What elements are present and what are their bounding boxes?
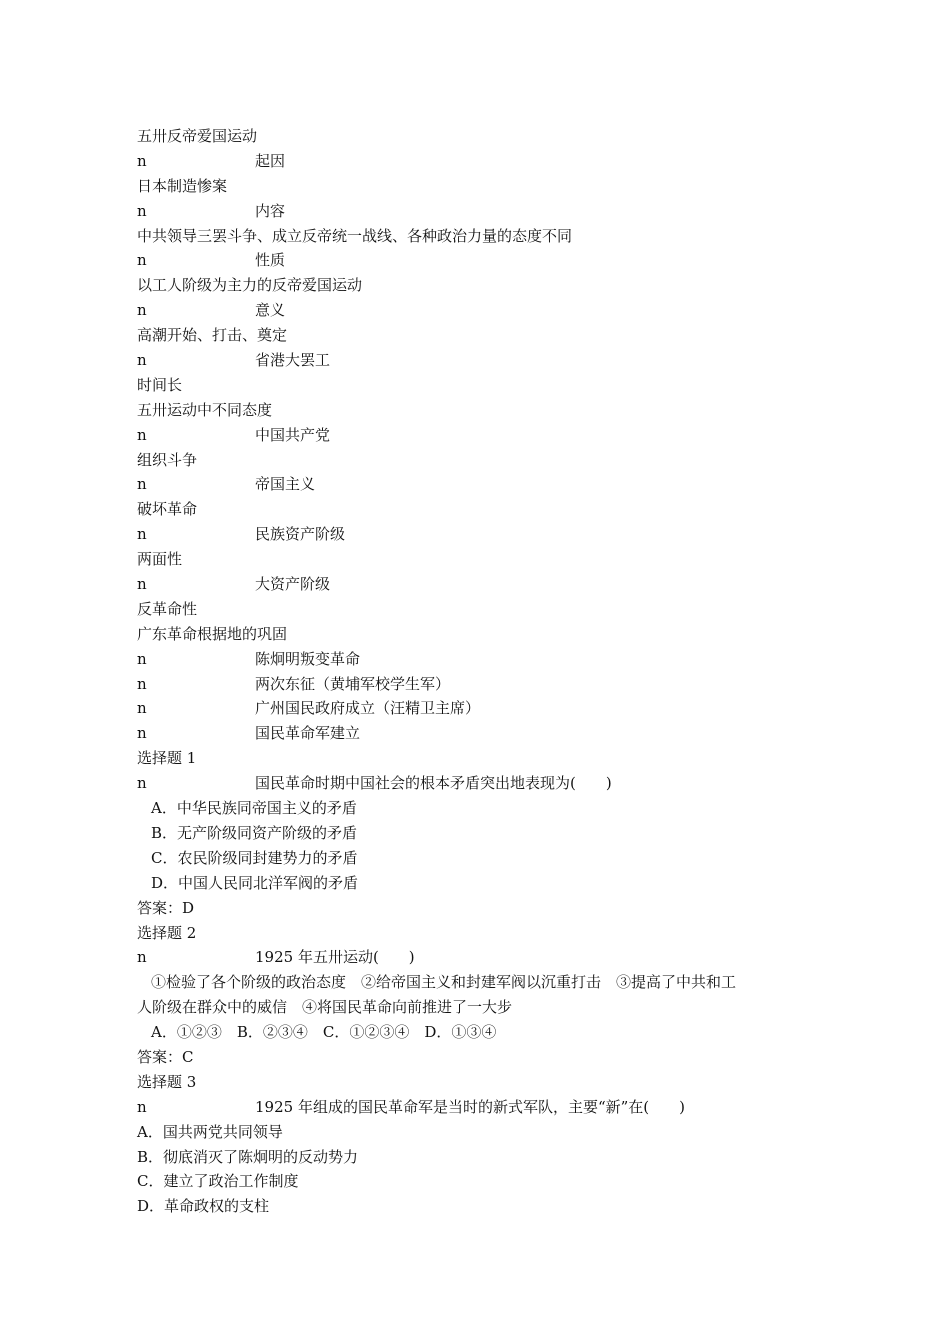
text-line: 反革命性 bbox=[137, 599, 198, 618]
bullet-marker: n bbox=[137, 948, 147, 967]
bullet-marker: n bbox=[137, 774, 147, 793]
text-line: 日本制造惨案 bbox=[137, 176, 228, 195]
bullet-line bbox=[137, 945, 827, 970]
bullet-text: 陈炯明叛变革命 bbox=[255, 649, 361, 668]
bullet-marker: n bbox=[137, 699, 147, 718]
bullet-text: 国民革命军建立 bbox=[255, 724, 361, 743]
text-line: 破坏革命 bbox=[137, 500, 198, 519]
text-line: 时间长 bbox=[137, 375, 183, 394]
bullet-marker: n bbox=[137, 351, 147, 370]
text-line: 以工人阶级为主力的反帝爱国运动 bbox=[137, 276, 363, 295]
text-line: 五卅反帝爱国运动 bbox=[137, 127, 258, 145]
bullet-line bbox=[137, 647, 827, 672]
bullet-text: 1925 年组成的国民革命军是当时的新式军队，主要“新”在( ) bbox=[255, 1097, 685, 1116]
bullet-text: 广州国民政府成立（汪精卫主席） bbox=[255, 699, 481, 718]
bullet-marker: n bbox=[137, 151, 147, 170]
bullet-marker: n bbox=[137, 201, 147, 220]
bullet-line bbox=[137, 771, 827, 796]
document-body bbox=[137, 124, 827, 1219]
bullet-text: 中国共产党 bbox=[255, 425, 331, 444]
bullet-line bbox=[137, 199, 827, 224]
bullet-marker: n bbox=[137, 724, 147, 743]
bullet-text: 帝国主义 bbox=[255, 475, 316, 494]
bullet-marker: n bbox=[137, 649, 147, 668]
bullet-text: 性质 bbox=[255, 251, 286, 270]
indented-line: D．中国人民同北洋军阀的矛盾 bbox=[151, 873, 359, 892]
indented-line: ①检验了各个阶级的政治态度 ②给帝国主义和封建军阀以沉重打击 ③提高了中共和工 bbox=[151, 973, 737, 992]
bullet-line bbox=[137, 298, 827, 323]
bullet-marker: n bbox=[137, 674, 147, 693]
indented-line: A．①②③ B．②③④ C．①②③④ D．①③④ bbox=[151, 1023, 497, 1042]
bullet-text: 内容 bbox=[255, 201, 286, 220]
bullet-text: 起因 bbox=[255, 151, 286, 170]
bullet-line bbox=[137, 721, 827, 746]
bullet-line bbox=[137, 248, 827, 273]
bullet-line bbox=[137, 696, 827, 721]
bullet-marker: n bbox=[137, 301, 147, 320]
bullet-marker: n bbox=[137, 525, 147, 544]
bullet-line bbox=[137, 348, 827, 373]
bullet-line bbox=[137, 423, 827, 448]
text-line: 人阶级在群众中的威信 ④将国民革命向前推进了一大步 bbox=[137, 998, 513, 1017]
bullet-text: 国民革命时期中国社会的根本矛盾突出地表现为( ) bbox=[255, 774, 612, 793]
indented-line: B．无产阶级同资产阶级的矛盾 bbox=[151, 823, 358, 842]
bullet-text: 大资产阶级 bbox=[255, 575, 331, 594]
bullet-text: 两次东征（黄埔军校学生军） bbox=[255, 674, 451, 693]
bullet-marker: n bbox=[137, 1097, 147, 1116]
bullet-line bbox=[137, 1095, 827, 1120]
text-line: 广东革命根据地的巩固 bbox=[137, 624, 288, 643]
bullet-marker: n bbox=[137, 575, 147, 594]
bullet-text: 意义 bbox=[255, 301, 286, 320]
text-line: 答案：C bbox=[137, 1047, 194, 1066]
bullet-line bbox=[137, 522, 827, 547]
text-line: C．建立了政治工作制度 bbox=[137, 1172, 299, 1191]
text-line: 选择题 3 bbox=[137, 1072, 197, 1091]
indented-line: A．中华民族同帝国主义的矛盾 bbox=[151, 799, 357, 818]
indented-line: C．农民阶级同封建势力的矛盾 bbox=[151, 848, 358, 867]
text-line: 答案：D bbox=[137, 898, 195, 917]
text-line: 中共领导三罢斗争、成立反帝统一战线、各种政治力量的态度不同 bbox=[137, 226, 573, 245]
bullet-line bbox=[137, 149, 827, 174]
bullet-text: 省港大罢工 bbox=[255, 351, 331, 370]
text-line: 高潮开始、打击、奠定 bbox=[137, 326, 288, 345]
bullet-text: 民族资产阶级 bbox=[255, 525, 346, 544]
text-line: 选择题 1 bbox=[137, 749, 197, 768]
text-line: 选择题 2 bbox=[137, 923, 197, 942]
text-line: D．革命政权的支柱 bbox=[137, 1197, 270, 1216]
bullet-marker: n bbox=[137, 251, 147, 270]
text-line: 组织斗争 bbox=[137, 450, 198, 469]
text-line: A．国共两党共同领导 bbox=[137, 1122, 283, 1141]
bullet-line bbox=[137, 672, 827, 697]
bullet-line bbox=[137, 572, 827, 597]
bullet-text: 1925 年五卅运动( ) bbox=[255, 948, 415, 967]
bullet-marker: n bbox=[137, 425, 147, 444]
text-line: B．彻底消灭了陈炯明的反动势力 bbox=[137, 1147, 359, 1166]
text-line: 两面性 bbox=[137, 550, 183, 569]
bullet-line bbox=[137, 472, 827, 497]
text-line: 五卅运动中不同态度 bbox=[137, 400, 273, 419]
bullet-marker: n bbox=[137, 475, 147, 494]
